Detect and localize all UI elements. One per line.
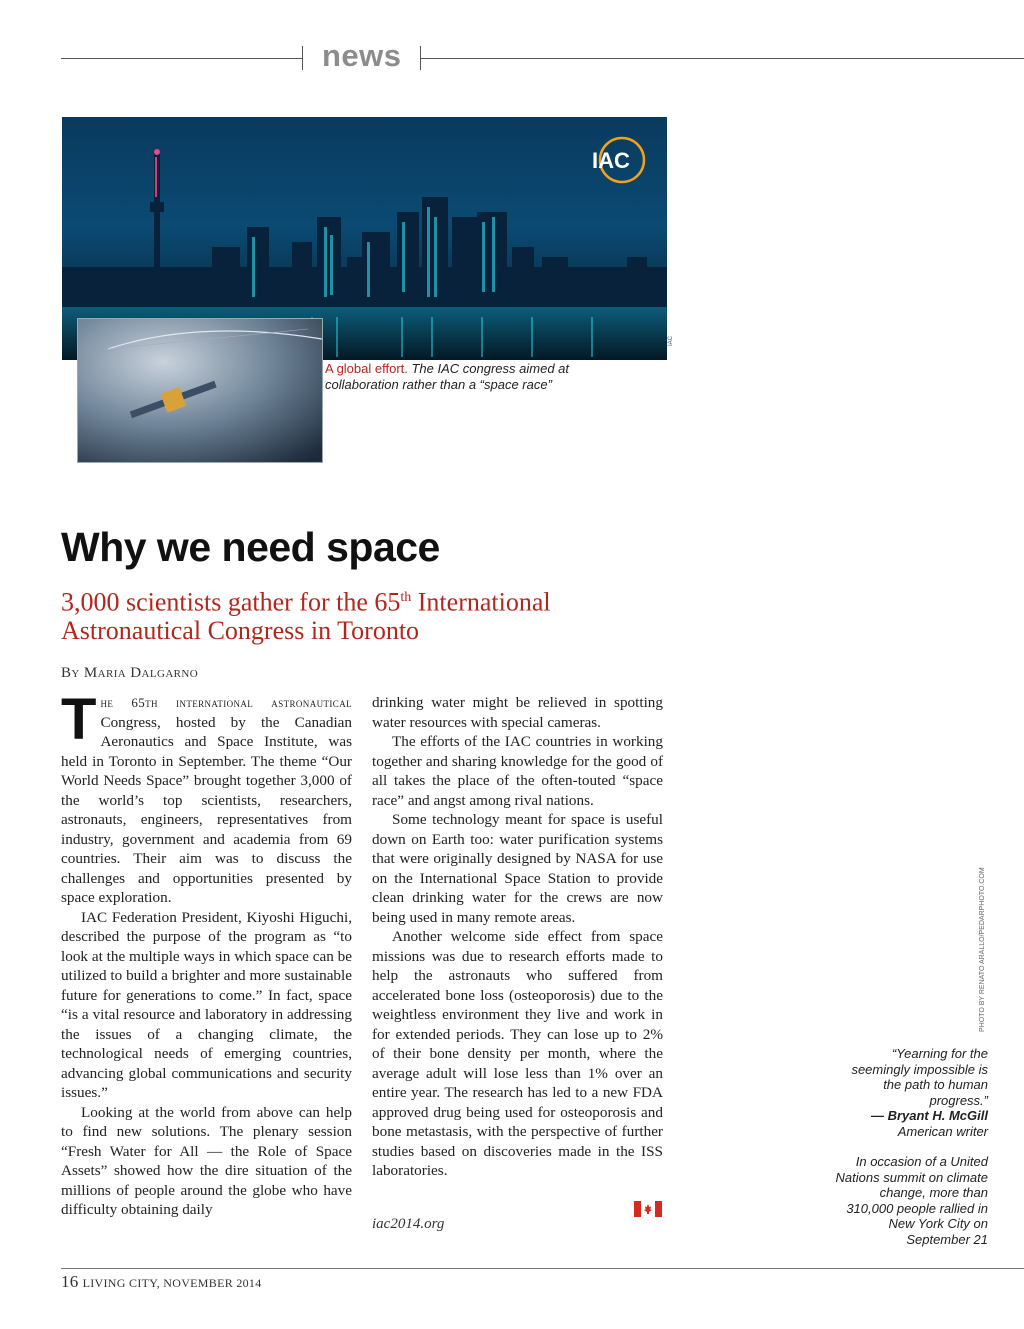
page-folio xyxy=(61,1272,262,1292)
article-column-2 xyxy=(372,693,663,1181)
drop-cap: T xyxy=(61,687,97,752)
paragraph xyxy=(61,687,352,908)
byline xyxy=(61,665,198,682)
lead-in: he 65th international astronautical xyxy=(100,695,352,710)
header-rule-left xyxy=(61,58,302,59)
photo-credit: PHOTO BY RENATO ARALLO/PEDARPHOTO.COM xyxy=(979,867,986,1032)
section-label: news xyxy=(322,38,402,73)
article-column-1 xyxy=(61,687,352,1220)
paragraph-text: Congress, hosted by the Canadian Aeronautics and Space Institute, was held in Toronto in September. The theme “Our World Needs Space” brought together 3,000 of the world’s top scientists, researchers, astronauts, engineers, representatives from industry, government and academia from 69 countries. Their aim was to discuss the challenges and opportunities presented by space exploration. xyxy=(61,713,352,906)
canada-flag-icon xyxy=(634,1201,662,1217)
pull-quote xyxy=(830,1046,988,1247)
sidebar-fact: In occasion of a United Nations summit on climate change, more than 310,000 people rallied in New York City on September 21 xyxy=(835,1154,988,1247)
article-headline: Why we need space xyxy=(61,524,440,570)
caption-text: The IAC congress aimed at collaboration rather than a “space race” xyxy=(325,361,570,392)
header-rule-right xyxy=(420,58,1024,59)
photo-side-credit: IAC xyxy=(668,335,674,346)
paragraph: Some technology meant for space is useful down on Earth too: water purification systems that were originally designed by NASA for use on the International Space Station to provide clean drinking water for the crews are now being used in many remote areas. xyxy=(372,811,663,926)
subhead-superscript: th xyxy=(400,590,412,605)
caption-lead: A global effort. xyxy=(325,361,408,376)
paragraph: Looking at the world from above can help to find new solutions. The plenary session “Fresh Water for All — the Role of Space Assets” showed how the dire situation of the millions of people around the globe who have difficulty obtaining daily xyxy=(61,1103,352,1218)
byline-text: By Maria Dalgarno xyxy=(61,665,199,681)
iac-logo xyxy=(592,138,644,182)
photo-caption xyxy=(325,361,615,393)
paragraph: IAC Federation President, Kiyoshi Higuchi, described the purpose of the program as “to look at the multiple ways in which space can be utilized to build a brighter and more sustainable future for generations to come.” In fact, space “is a vital resource and laboratory in addressing the issues of a changing climate, the technological needs of emerging countries, advancing global communications and security issues.” xyxy=(61,908,352,1101)
quote-author-role: American writer xyxy=(897,1123,988,1139)
paragraph: The efforts of the IAC countries in working together and sharing knowledge for the good of all takes the place of the often-touted “space race” and angst among rival nations. xyxy=(372,733,663,809)
subhead-part-2: International Astronautical Congress in Toronto xyxy=(61,587,551,645)
page-number: 16 xyxy=(61,1272,79,1291)
article-subhead xyxy=(61,584,621,645)
subhead-part-1: 3,000 scientists gather for the 65 xyxy=(61,587,401,617)
quote-author: — Bryant H. McGill xyxy=(870,1108,988,1123)
footer-rule xyxy=(61,1268,1024,1269)
website-link[interactable]: iac2014.org xyxy=(372,1216,445,1232)
paragraph: Another welcome side effect from space missions was due to research efforts made to help the astronauts who suffered from accelerated bone loss (osteoporosis) due to the weightless environment they live and work in for extended periods. They can lose up to 2% of their bone density per month, where the average adult will lose less than 1% over an entire year. The research has led to a new FDA approved drug being used for osteoporosis and bone metastasis, with the perspective of further studies based on discoveries made in the ISS laboratories. xyxy=(372,928,663,1179)
publication-name: LIVING CITY, NOVEMBER 2014 xyxy=(82,1276,262,1290)
header-tick-left xyxy=(302,46,303,70)
quote-text: “Yearning for the seemingly impossible is the path to human progress.” xyxy=(851,1046,988,1108)
paragraph: drinking water might be relieved in spotting water resources with special cameras. xyxy=(372,694,663,731)
satellite-photo xyxy=(77,318,323,463)
svg-text:IAC: IAC xyxy=(592,148,630,173)
